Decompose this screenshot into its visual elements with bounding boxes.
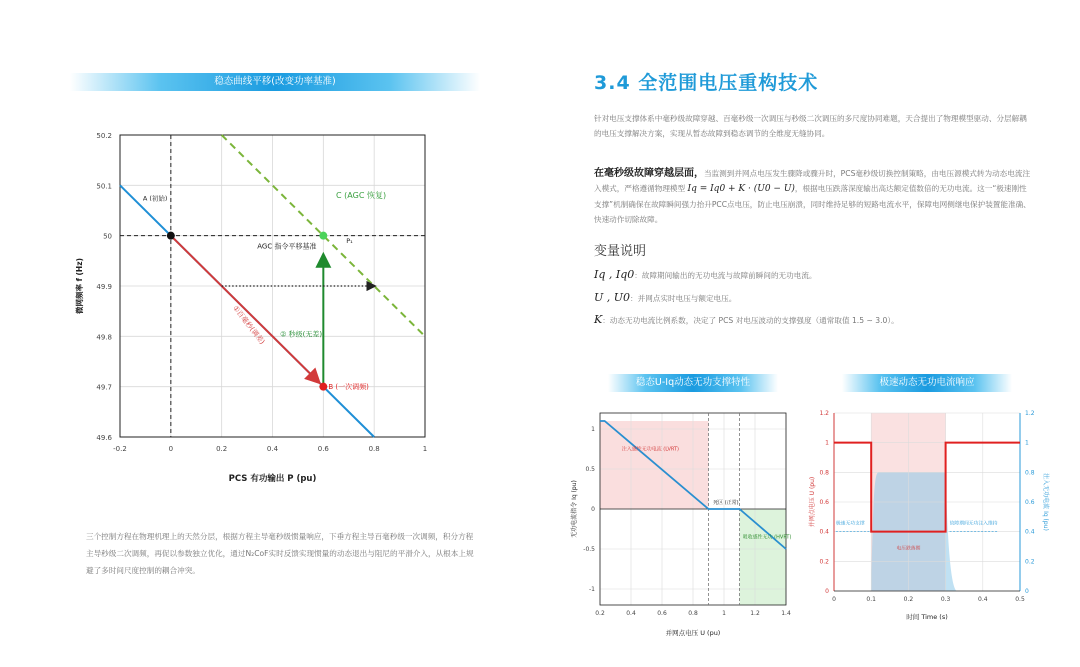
x-tick-label: 0.4 bbox=[978, 596, 988, 603]
data-point bbox=[167, 232, 175, 240]
transition-arrow bbox=[171, 236, 318, 382]
x-tick-label: 0.3 bbox=[940, 596, 951, 603]
variable-item bbox=[594, 291, 736, 304]
region-label: 注入感性无功电流 (LVRT) bbox=[621, 446, 680, 453]
fault-ride-paragraph bbox=[594, 166, 1034, 227]
response-chart-banner: 极速动态无功电流响应 bbox=[842, 374, 1012, 392]
x-tick-label: 0.6 bbox=[657, 610, 667, 617]
data-point bbox=[319, 232, 327, 240]
annotation: 极速无功支撑 bbox=[835, 521, 865, 527]
data-point bbox=[319, 383, 327, 391]
x-tick-label: 0.4 bbox=[626, 610, 636, 617]
y2-tick-label: 1.2 bbox=[1025, 410, 1035, 417]
region-label: 死区 (正常) bbox=[713, 500, 739, 507]
x-tick-label: 0.6 bbox=[317, 445, 329, 453]
annotation: 故障期间无功注入维持 bbox=[949, 521, 998, 527]
y2-tick-label: 0.6 bbox=[1025, 499, 1035, 506]
section-title: 3.4 全范围电压重构技术 bbox=[594, 72, 819, 94]
x-tick-label: 0.4 bbox=[266, 445, 279, 453]
y-tick-label: 49.6 bbox=[96, 434, 112, 442]
x-tick-label: 0.2 bbox=[216, 445, 228, 453]
y-tick-label: 1.2 bbox=[819, 410, 829, 417]
y2-tick-label: 0.2 bbox=[1025, 558, 1035, 566]
x-tick-label: 0.2 bbox=[903, 596, 914, 603]
x-tick-label: 1 bbox=[722, 610, 726, 617]
fault-ride-formula: Iq = Iq0 + K · (U0 − U) bbox=[687, 184, 795, 194]
y2-tick-label: 0.4 bbox=[1025, 528, 1035, 536]
y-tick-label: -0.5 bbox=[583, 546, 595, 553]
y-tick-label: 0 bbox=[591, 506, 595, 513]
variable-section-title: 变量说明 bbox=[594, 244, 647, 259]
point-label: A (初始) bbox=[142, 194, 168, 203]
variable-symbol: U , U0 bbox=[594, 291, 631, 304]
y-tick-label: 0.4 bbox=[819, 528, 829, 536]
y-tick-label: 49.7 bbox=[96, 383, 112, 392]
variable-symbol: K bbox=[594, 313, 603, 326]
frequency-power-chart bbox=[70, 125, 450, 495]
y-tick-label: 49.8 bbox=[96, 333, 112, 342]
y-tick-label: -1 bbox=[589, 586, 595, 593]
y-axis-label: 无功电流指令 Iq (pu) bbox=[571, 480, 578, 538]
y-tick-label: 49.9 bbox=[96, 283, 112, 291]
variable-desc: ：并网点实时电压与额定电压。 bbox=[630, 294, 737, 303]
fault-ride-heading: 在毫秒级故障穿越层面， bbox=[594, 168, 704, 179]
x-tick-label: 1 bbox=[422, 445, 428, 453]
y2-tick-label: 0 bbox=[1025, 588, 1029, 595]
arrow-label: ② 秒级(无差) bbox=[280, 330, 323, 339]
x-tick-label: -0.2 bbox=[113, 445, 127, 453]
annotation: P₁ bbox=[346, 237, 353, 246]
hvrt-region bbox=[740, 509, 787, 605]
y-axis-label: 并网点电压 U (pu) bbox=[809, 476, 816, 528]
point-label: C (AGC 恢复) bbox=[336, 190, 387, 200]
variable-desc: ：动态无功电流比例系数，决定了 PCS 对电压波动的支撑强度（通常取值 1.5 ~ 3.0）。 bbox=[602, 316, 899, 325]
y-tick-label: 50.2 bbox=[96, 132, 112, 140]
y-tick-label: 0.8 bbox=[819, 469, 829, 477]
region-label: 吸收感性无功 (HVRT) bbox=[742, 534, 792, 541]
y-tick-label: 0.5 bbox=[585, 466, 595, 473]
variable-desc: ：故障期间输出的无功电流与故障前瞬间的无功电流。 bbox=[634, 271, 817, 280]
arrow-label: ①百毫秒(调差) bbox=[231, 304, 267, 346]
x-tick-label: 1.2 bbox=[750, 610, 760, 617]
x-tick-label: 0.8 bbox=[368, 445, 380, 453]
y-axis-label: 微网频率 f (Hz) bbox=[75, 258, 84, 314]
x-tick-label: 0 bbox=[832, 596, 836, 603]
y-tick-label: 0.2 bbox=[819, 558, 829, 566]
u-iq-chart bbox=[566, 405, 796, 645]
x-tick-label: 0.1 bbox=[866, 596, 876, 603]
y-tick-label: 50 bbox=[103, 232, 112, 241]
intro-paragraph: 针对电压支撑体系中毫秒级故障穿越、百毫秒级一次调压与秒级二次调压的多尺度协同难题，天合提出了物理模型驱动、分层解耦的电压支撑解决方案，实现从暂态故障到稳态调节的全维度无缝协同。 bbox=[594, 114, 1027, 138]
left-chart-banner: 稳态曲线平移(改变功率基准) bbox=[70, 73, 480, 91]
x-tick-label: 1.4 bbox=[781, 610, 791, 617]
y-tick-label: 1 bbox=[825, 439, 829, 447]
fault-ride-text-b: ，根据电压跌落深度输出高达额定值数倍的无功电流。这一“极速刚性支撑”机制确保在故障瞬间强力抬升PCC点电压，防止电压崩溃，同时维持足够的短路电流水平，保障电网侧继电保护装置能准确、快速动作切除故障。 bbox=[594, 184, 1031, 224]
y-tick-label: 50.1 bbox=[96, 182, 112, 191]
x-axis-label: 并网点电压 U (pu) bbox=[665, 629, 721, 637]
voltage-response-chart bbox=[806, 405, 1056, 645]
x-tick-label: 0.8 bbox=[688, 610, 698, 617]
x-tick-label: 0 bbox=[168, 445, 174, 453]
variable-symbol: Iq , Iq0 bbox=[594, 268, 635, 281]
y-tick-label: 0 bbox=[825, 588, 829, 595]
u-iq-chart-banner: 稳态U-Iq动态无功支撑特性 bbox=[608, 374, 778, 392]
y-tick-label: 1 bbox=[591, 426, 595, 433]
point-label: B (一次调频) bbox=[328, 383, 369, 392]
x-tick-label: 0.5 bbox=[1015, 596, 1025, 603]
fault-ride-text-a: 当监测到并网点电压发生骤降或骤升时，PCS毫秒级切换控制策略，由电压源模式转为动态电流注入模式，严格遵循物理模型 bbox=[594, 169, 1031, 193]
annotation: AGC 指令平移基准 bbox=[257, 242, 317, 251]
y2-tick-label: 1 bbox=[1025, 439, 1029, 447]
annotation: 电压跌落期 bbox=[896, 546, 921, 552]
x-axis-label: PCS 有功输出 P (pu) bbox=[228, 474, 317, 484]
y2-tick-label: 0.8 bbox=[1025, 469, 1035, 477]
left-bottom-paragraph: 三个控制方程在物理机理上的天然分层，根据方程主导毫秒级惯量响应，下垂方程主导百毫秒级一次调频，积分方程主导秒级二次调频，再促以参数独立优化，通过N₂CoF实时反馈实现惯量的动态退出与阻尼的平滑介入，从根本上规避了多时间尺度控制的耦合冲突。 bbox=[86, 532, 474, 575]
variable-item bbox=[594, 268, 817, 281]
y2-axis-label: 注入无功电流 Iq (pu) bbox=[1042, 473, 1049, 531]
x-axis-label: 时间 Time (s) bbox=[906, 613, 948, 621]
variable-item bbox=[594, 313, 899, 326]
y-tick-label: 0.6 bbox=[819, 499, 829, 506]
x-tick-label: 0.2 bbox=[595, 610, 605, 617]
